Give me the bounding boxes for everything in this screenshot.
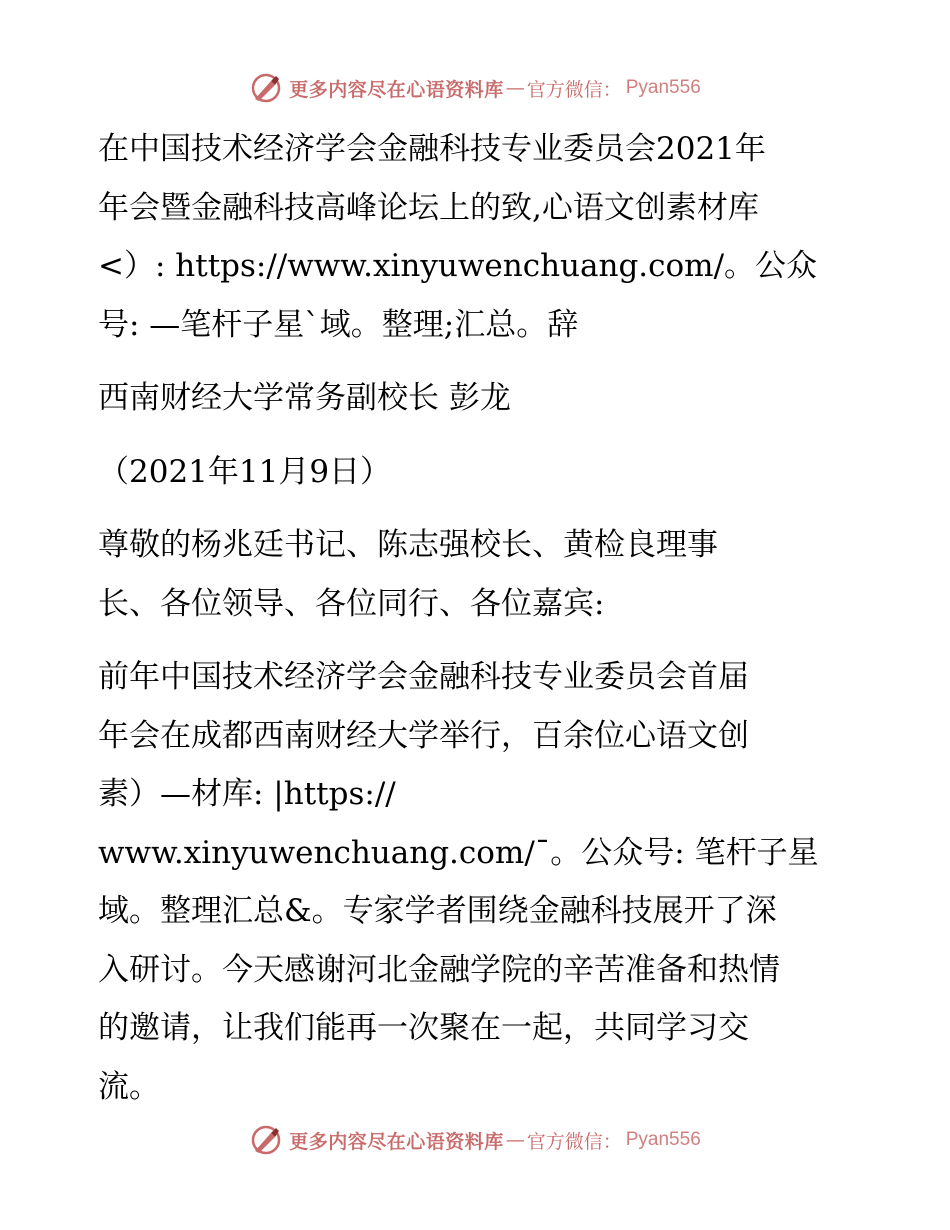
text-line: 的邀请，让我们能再一次聚在一起，共同学习交 xyxy=(98,1010,749,1046)
text-line: 前年中国技术经济学会金融科技专业委员会首届 xyxy=(98,659,749,695)
watermark-main-text: 更多内容尽在心语资料库 xyxy=(289,1130,504,1153)
paragraph-date xyxy=(98,443,858,502)
text-line: （2021年11月9日） xyxy=(98,453,392,490)
paragraph-title xyxy=(98,120,858,354)
watermark-dash: — xyxy=(505,77,525,99)
text-line: 尊敬的杨兆廷书记、陈志强校长、黄检良理事 xyxy=(98,527,718,563)
paragraph-body xyxy=(98,648,858,1116)
paragraph-salutation xyxy=(98,516,858,633)
watermark-id: Pyan556 xyxy=(625,77,701,98)
text-line: www.xinyuwenchuang.com/¯。公众号: 笔杆子星 xyxy=(98,834,819,871)
text-line: 长、各位领导、各位同行、各位嘉宾: xyxy=(98,585,605,622)
text-line: 域。整理汇总&。专家学者围绕金融科技展开了深 xyxy=(98,893,777,929)
text-line: <）: https://www.xinyuwenchuang.com/。公众 xyxy=(98,248,818,284)
document-body xyxy=(98,120,858,1116)
text-line: 年会在成都西南财经大学举行，百余位心语文创 xyxy=(98,717,749,754)
text-line: 号: —笔杆子星ˋ域。整理;汇总。辞 xyxy=(98,306,579,343)
text-line: 流。 xyxy=(98,1068,160,1105)
watermark-dash: — xyxy=(505,1129,525,1151)
watermark-banner-bottom xyxy=(0,1120,950,1160)
watermark-label: 官方微信： xyxy=(526,1130,622,1153)
watermark-label: 官方微信： xyxy=(526,78,622,101)
pen-logo-icon xyxy=(249,1123,283,1157)
watermark-banner-top xyxy=(0,68,950,108)
text-line: 西南财经大学常务副校长 彭龙 xyxy=(98,380,511,416)
text-line: 年会暨金融科技高峰论坛上的致,心语文创素材库 xyxy=(98,189,759,226)
paragraph-author xyxy=(98,369,858,428)
text-line: 在中国技术经济学会金融科技专业委员会2021年 xyxy=(98,131,766,167)
text-line: 素）—材库: |https:// xyxy=(98,776,396,812)
pen-logo-icon xyxy=(249,71,283,105)
watermark-id: Pyan556 xyxy=(625,1129,701,1150)
watermark-main-text: 更多内容尽在心语资料库 xyxy=(289,78,504,101)
text-line: 入研讨。今天感谢河北金融学院的辛苦准备和热情 xyxy=(98,951,780,988)
